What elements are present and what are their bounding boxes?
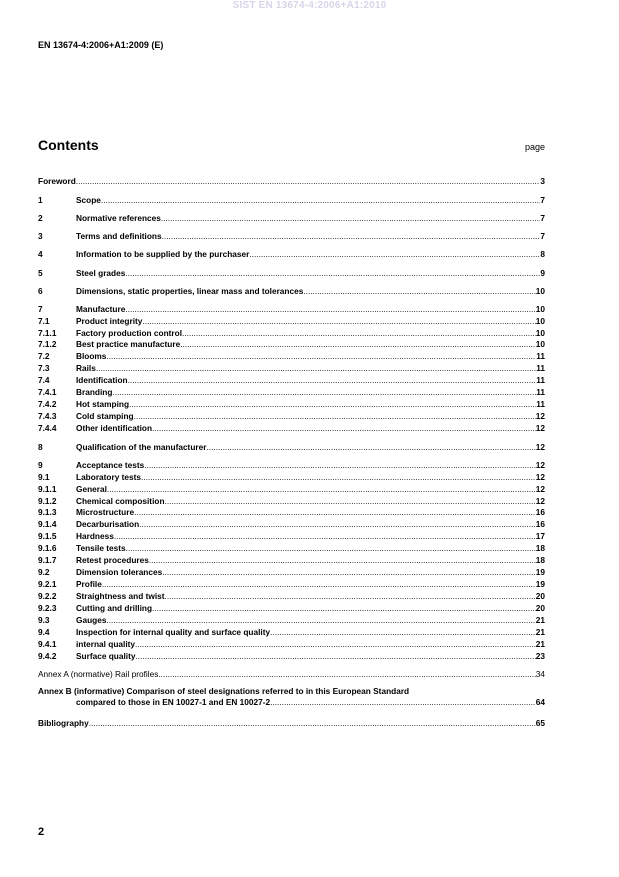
toc-entry-title: Qualification of the manufacturer (76, 442, 207, 452)
toc-entry-number: 9.1.4 (38, 519, 57, 529)
toc-entry[interactable] (38, 268, 545, 279)
toc-entry[interactable] (38, 231, 545, 242)
toc-entry-number: 9.1.6 (38, 543, 57, 553)
toc-entry[interactable] (38, 591, 545, 602)
toc-entry-title: Normative references (76, 213, 161, 223)
toc-entry-number: 1 (38, 195, 43, 205)
toc-entry-title: Rails (76, 363, 96, 373)
toc-entry-page: 8 (540, 249, 545, 259)
toc-leader-dots (162, 567, 536, 578)
toc-leader-dots (152, 423, 536, 434)
toc-entry-title: compared to those in EN 10027-1 and EN 10027-2 (76, 697, 271, 707)
toc-leader-dots (165, 591, 536, 602)
toc-entry[interactable] (38, 351, 545, 362)
toc-leader-dots (96, 363, 536, 374)
toc-entry-number: 9.4.1 (38, 639, 57, 649)
toc-entry[interactable] (38, 567, 545, 578)
toc-entry-page: 19 (535, 579, 545, 589)
toc-entry-annex-b[interactable] (38, 686, 545, 708)
toc-entry[interactable] (38, 639, 545, 650)
toc-entry-bibliography[interactable] (38, 718, 545, 729)
toc-entry[interactable] (38, 484, 545, 495)
toc-entry[interactable] (38, 249, 545, 260)
toc-leader-dots (303, 286, 535, 297)
toc-entry-title: Branding (76, 387, 113, 397)
toc-leader-dots (134, 507, 536, 518)
toc-entry-page: 21 (535, 615, 545, 625)
toc-entry-title: Decarburisation (76, 519, 140, 529)
toc-entry-page: 10 (535, 286, 545, 296)
toc-entry-number: 5 (38, 268, 43, 278)
toc-entry-page: 17 (535, 531, 545, 541)
toc-entry-page: 9 (540, 268, 545, 278)
toc-entry-title: Retest procedures (76, 555, 149, 565)
toc-entry-title: Steel grades (76, 268, 126, 278)
toc-leader-dots (158, 669, 535, 680)
toc-entry-number: 2 (38, 213, 43, 223)
toc-entry[interactable] (38, 543, 545, 554)
toc-entry-page: 3 (540, 176, 545, 186)
toc-entry[interactable] (38, 286, 545, 297)
toc-entry-title: Gauges (76, 615, 107, 625)
page-number: 2 (38, 826, 45, 838)
toc-entry-page: 7 (540, 195, 545, 205)
toc-entry-title: Hot stamping (76, 399, 130, 409)
toc-entry-number: 9.1.1 (38, 484, 57, 494)
toc-entry-title: Chemical composition (76, 496, 165, 506)
toc-entry-page: 18 (535, 543, 545, 553)
page-column-label: page (524, 142, 545, 152)
toc-entry-title: Identification (76, 375, 128, 385)
toc-leader-dots (249, 249, 540, 260)
toc-leader-dots (139, 519, 536, 530)
toc-entry-number: 9.2.3 (38, 603, 57, 613)
toc-entry[interactable] (38, 615, 545, 626)
toc-entry-title: Laboratory tests (76, 472, 142, 482)
toc-leader-dots (112, 387, 536, 398)
toc-entry-number: 6 (38, 286, 43, 296)
toc-entry-page: 10 (535, 304, 545, 314)
toc-entry-title: Manufacture (76, 304, 126, 314)
toc-entry-number: 7.1.1 (38, 328, 57, 338)
toc-entry-title: Blooms (76, 351, 107, 361)
watermark: SIST EN 13674-4:2006+A1:2010 (232, 0, 387, 11)
toc-leader-dots (270, 697, 536, 708)
toc-entry-page: 21 (535, 627, 545, 637)
toc-entry-page: 11 (536, 351, 545, 361)
toc-leader-dots (141, 472, 536, 483)
toc-entry-number: 9.3 (38, 615, 50, 625)
toc-entry[interactable] (38, 531, 545, 542)
toc-entry[interactable] (38, 507, 545, 518)
toc-leader-dots (126, 543, 536, 554)
toc-entry[interactable] (38, 375, 545, 386)
document-identifier: EN 13674-4:2006+A1:2009 (E) (38, 40, 164, 50)
toc-entry-number: 7.3 (38, 363, 50, 373)
toc-leader-dots (182, 328, 536, 339)
toc-entry-title: Cutting and drilling (76, 603, 153, 613)
toc-entry-number: 9.1.7 (38, 555, 57, 565)
toc-entry-number: 9.2.2 (38, 591, 57, 601)
toc-entry[interactable] (38, 579, 545, 590)
toc-leader-dots (180, 339, 536, 350)
toc-entry-page: 23 (535, 651, 545, 661)
toc-entry-page: 11 (536, 399, 545, 409)
toc-entry[interactable] (38, 387, 545, 398)
toc-entry-page: 10 (535, 328, 545, 338)
toc-entry-page: 20 (535, 591, 545, 601)
toc-entry-page: 64 (535, 697, 545, 707)
toc-entry-title: Terms and definitions (76, 231, 162, 241)
toc-entry-page: 34 (535, 669, 545, 679)
toc-entry[interactable] (38, 213, 545, 224)
toc-entry-title: Annex A (normative) Rail profiles (38, 669, 159, 679)
toc-leader-dots (101, 195, 540, 206)
toc-entry-page: 12 (535, 442, 545, 452)
toc-leader-dots (144, 460, 536, 471)
toc-entry-number: 7.4.2 (38, 399, 57, 409)
toc-entry-page: 12 (535, 472, 545, 482)
toc-leader-dots (106, 615, 535, 626)
toc-leader-dots (270, 627, 536, 638)
toc-leader-dots (89, 718, 536, 729)
toc-entry-title: Cold stamping (76, 411, 134, 421)
toc-entry-page: 12 (535, 460, 545, 470)
toc-entry-page: 7 (540, 231, 545, 241)
toc-entry[interactable] (38, 411, 545, 422)
toc-entry[interactable] (38, 304, 545, 315)
toc-entry[interactable] (38, 603, 545, 614)
toc-entry-title: Straightness and twist (76, 591, 165, 601)
toc-leader-dots (129, 399, 536, 410)
toc-entry-page: 18 (535, 555, 545, 565)
toc-entry-title: Dimensions, static properties, linear mass and tolerances (76, 286, 304, 296)
toc-entry-title: Bibliography (38, 718, 89, 728)
toc-entry-number: 9.1 (38, 472, 50, 482)
toc-leader-dots (161, 213, 541, 224)
toc-entry-page: 7 (540, 213, 545, 223)
toc-entry[interactable] (38, 519, 545, 530)
toc-entry[interactable] (38, 669, 545, 680)
toc-entry-page: 16 (535, 519, 545, 529)
toc-entry-number: 8 (38, 442, 43, 452)
toc-entry-title: Scope (76, 195, 101, 205)
toc-entry-title: General (76, 484, 107, 494)
toc-entry-number: 7.4.3 (38, 411, 57, 421)
toc-entry-page: 11 (536, 387, 545, 397)
toc-entry-number: 9.1.5 (38, 531, 57, 541)
toc-entry-number: 4 (38, 249, 43, 259)
toc-entry[interactable] (38, 328, 545, 339)
toc-entry-number: 7.4 (38, 375, 50, 385)
toc-entry[interactable] (38, 176, 545, 187)
toc-leader-dots (128, 375, 537, 386)
toc-entry[interactable] (38, 339, 545, 350)
toc-entry[interactable] (38, 472, 545, 483)
toc-entry-title: Information to be supplied by the purchaser (76, 249, 250, 259)
toc-leader-dots (76, 176, 541, 187)
toc-entry[interactable] (38, 399, 545, 410)
toc-entry[interactable] (38, 316, 545, 327)
contents-heading: Contents (38, 137, 99, 153)
toc-leader-dots (134, 411, 536, 422)
toc-entry-page: 11 (536, 375, 545, 385)
toc-entry-page: 11 (536, 363, 545, 373)
toc-leader-dots (165, 496, 536, 507)
toc-entry[interactable] (38, 195, 545, 206)
toc-entry-page: 10 (535, 316, 545, 326)
toc-entry-page: 12 (535, 496, 545, 506)
toc-entry-title: Annex B (informative) Comparison of steel designations referred to in this European Standard (38, 686, 410, 696)
toc-entry-title: internal quality (76, 639, 136, 649)
toc-entry-page: 12 (535, 484, 545, 494)
toc-leader-dots (162, 231, 541, 242)
toc-entry-number: 9.2 (38, 567, 50, 577)
toc-entry[interactable] (38, 442, 545, 453)
toc-entry-number: 7.4.4 (38, 423, 57, 433)
toc-entry-title: Other identification (76, 423, 153, 433)
toc-entry-title: Dimension tolerances (76, 567, 163, 577)
toc-entry[interactable] (38, 423, 545, 434)
toc-leader-dots (135, 639, 536, 650)
toc-entry-number: 7.4.1 (38, 387, 57, 397)
toc-entry-page: 65 (535, 718, 545, 728)
toc-entry[interactable] (38, 627, 545, 638)
toc-leader-dots (106, 351, 536, 362)
toc-entry-title: Microstructure (76, 507, 135, 517)
toc-leader-dots (152, 603, 536, 614)
toc-leader-dots (107, 484, 536, 495)
toc-entry-number: 7.1.2 (38, 339, 57, 349)
toc-entry[interactable] (38, 651, 545, 662)
toc-entry-number: 9.1.3 (38, 507, 57, 517)
toc-entry-number: 7 (38, 304, 43, 314)
toc-entry-number: 9.1.2 (38, 496, 57, 506)
toc-entry-page: 21 (535, 639, 545, 649)
toc-entry-number: 9.4 (38, 627, 50, 637)
toc-entry-page: 20 (535, 603, 545, 613)
toc-entry-title: Best practice manufacture (76, 339, 181, 349)
toc-leader-dots (206, 442, 535, 453)
toc-entry-number: 9.4.2 (38, 651, 57, 661)
toc-entry-number: 3 (38, 231, 43, 241)
toc-entry-page: 12 (535, 411, 545, 421)
toc-entry-title: Profile (76, 579, 102, 589)
toc-leader-dots (142, 316, 535, 327)
toc-entry-title: Surface quality (76, 651, 136, 661)
toc-entry-number: 7.2 (38, 351, 50, 361)
toc-entry[interactable] (38, 460, 545, 471)
toc-entry-title: Foreword (38, 176, 76, 186)
toc-entry-title: Inspection for internal quality and surface quality (76, 627, 271, 637)
toc-leader-dots (125, 304, 535, 315)
toc-entry-page: 10 (535, 339, 545, 349)
toc-entry-page: 12 (535, 423, 545, 433)
toc-leader-dots (135, 651, 535, 662)
toc-entry-title: Factory production control (76, 328, 183, 338)
toc-entry[interactable] (38, 363, 545, 374)
toc-leader-dots (114, 531, 536, 542)
toc-entry[interactable] (38, 555, 545, 566)
toc-entry-title: Tensile tests (76, 543, 126, 553)
toc-entry-number: 9 (38, 460, 43, 470)
toc-entry-number: 9.2.1 (38, 579, 57, 589)
toc-entry-title: Product integrity (76, 316, 143, 326)
toc-leader-dots (149, 555, 536, 566)
toc-entry-title: Acceptance tests (76, 460, 145, 470)
toc-entry-title: Hardness (76, 531, 114, 541)
toc-entry-page: 16 (535, 507, 545, 517)
toc-entry-number: 7.1 (38, 316, 50, 326)
toc-leader-dots (102, 579, 536, 590)
toc-entry[interactable] (38, 496, 545, 507)
toc-leader-dots (125, 268, 540, 279)
toc-entry-page: 19 (535, 567, 545, 577)
